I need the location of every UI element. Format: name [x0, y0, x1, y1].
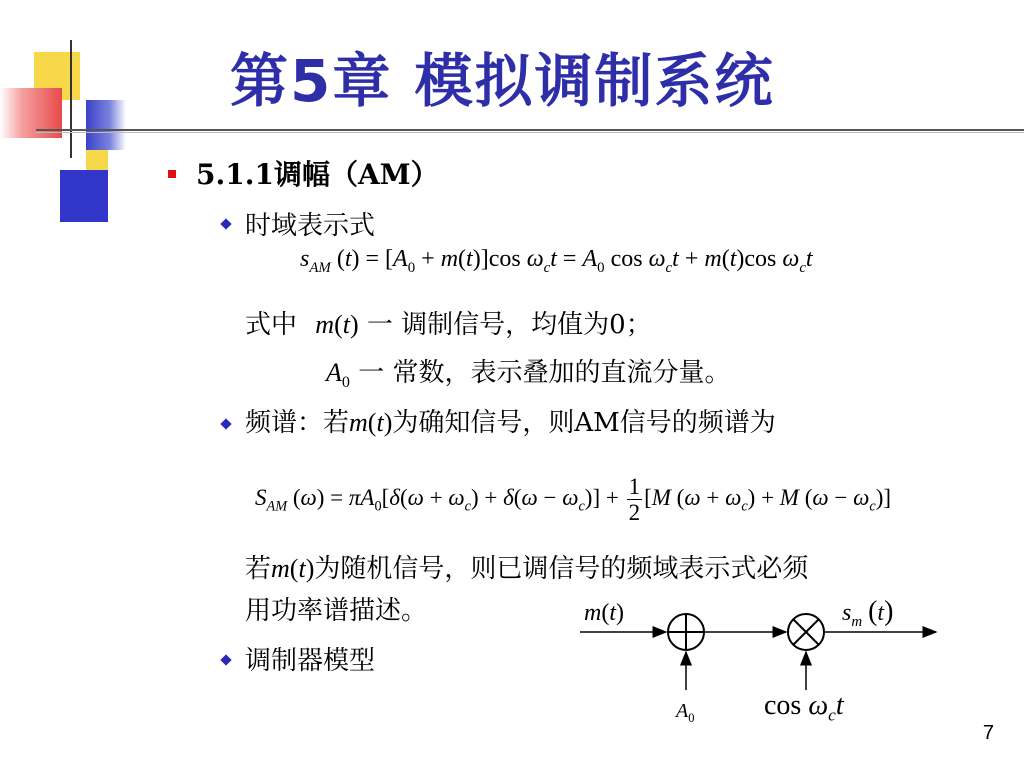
spectrum-prefix: 频谱：若: [245, 408, 350, 438]
random-prefix: 若: [245, 554, 272, 584]
equation-time-domain: $s_{AM}$ $(t) = [A_0 + m(t)]\cos$ $\omega_ct = A_0$ $\cos \omega_ct + m(t)\cos$ $\omega_ct$: [300, 246, 813, 276]
page-number: 7: [982, 722, 994, 744]
diagram-a0-label: $A_0$: [676, 700, 695, 725]
where-m-desc: 一 调制信号，均值为0；: [366, 310, 652, 340]
title-underline-shadow: [36, 132, 1024, 133]
bullet-spectrum: 频谱：若m(t)为确知信号，则AM信号的频谱为: [245, 408, 776, 438]
decor-vertical-line: [70, 40, 72, 158]
diagram-carrier-label: $\cos \omega_ct$: [764, 690, 844, 725]
title-underline: [36, 129, 1024, 131]
multiplier-icon: [788, 614, 824, 650]
random-signal-line1: 若m(t)为随机信号，则已调信号的频域表示式必须: [245, 554, 809, 584]
bullet-modulator-model: 调制器模型: [245, 646, 376, 676]
diagram-output-label: $s_m$ (t): [842, 596, 894, 630]
bullet-time-domain: 时域表示式: [245, 211, 376, 241]
diamond-bullet-icon: [220, 654, 231, 665]
where-prefix: 式中: [245, 310, 298, 340]
equation-spectrum: $S_{AM}$ $(\omega) = \pi A_0[\delta(\omega + \omega_c) + \delta(\omega - \omega_c)]$ + $\frac{1}{2}$ [M $(\omega + \omega_c) + M$ $(\omega - \omega_c)$]: [255, 474, 892, 526]
where-line-m: 式中 m(t) 一 调制信号，均值为0；: [245, 310, 652, 340]
where-line-a0: $A_0$ 一 常数，表示叠加的直流分量。: [326, 358, 731, 392]
spectrum-suffix: 为确知信号，则AM信号的频谱为: [392, 408, 776, 438]
decor-blue-block: [60, 170, 108, 222]
random-signal-line2: 用功率谱描述。: [245, 596, 428, 626]
random-suffix: 为随机信号，则已调信号的频域表示式必须: [314, 554, 809, 584]
decor-blue-gradient-block: [86, 100, 126, 150]
slide-title: 第5章 模拟调制系统: [230, 47, 775, 115]
decor-yellow-small-block: [86, 150, 108, 172]
diamond-bullet-icon: [220, 418, 231, 429]
where-a0-desc: 一 常数，表示叠加的直流分量。: [358, 358, 731, 388]
diagram-input-label: m(t): [584, 600, 625, 626]
section-heading: 5.1.1调幅（AM）: [196, 158, 439, 191]
adder-icon: [668, 614, 704, 650]
diamond-bullet-icon: [220, 218, 231, 229]
square-bullet-icon: [168, 170, 176, 178]
